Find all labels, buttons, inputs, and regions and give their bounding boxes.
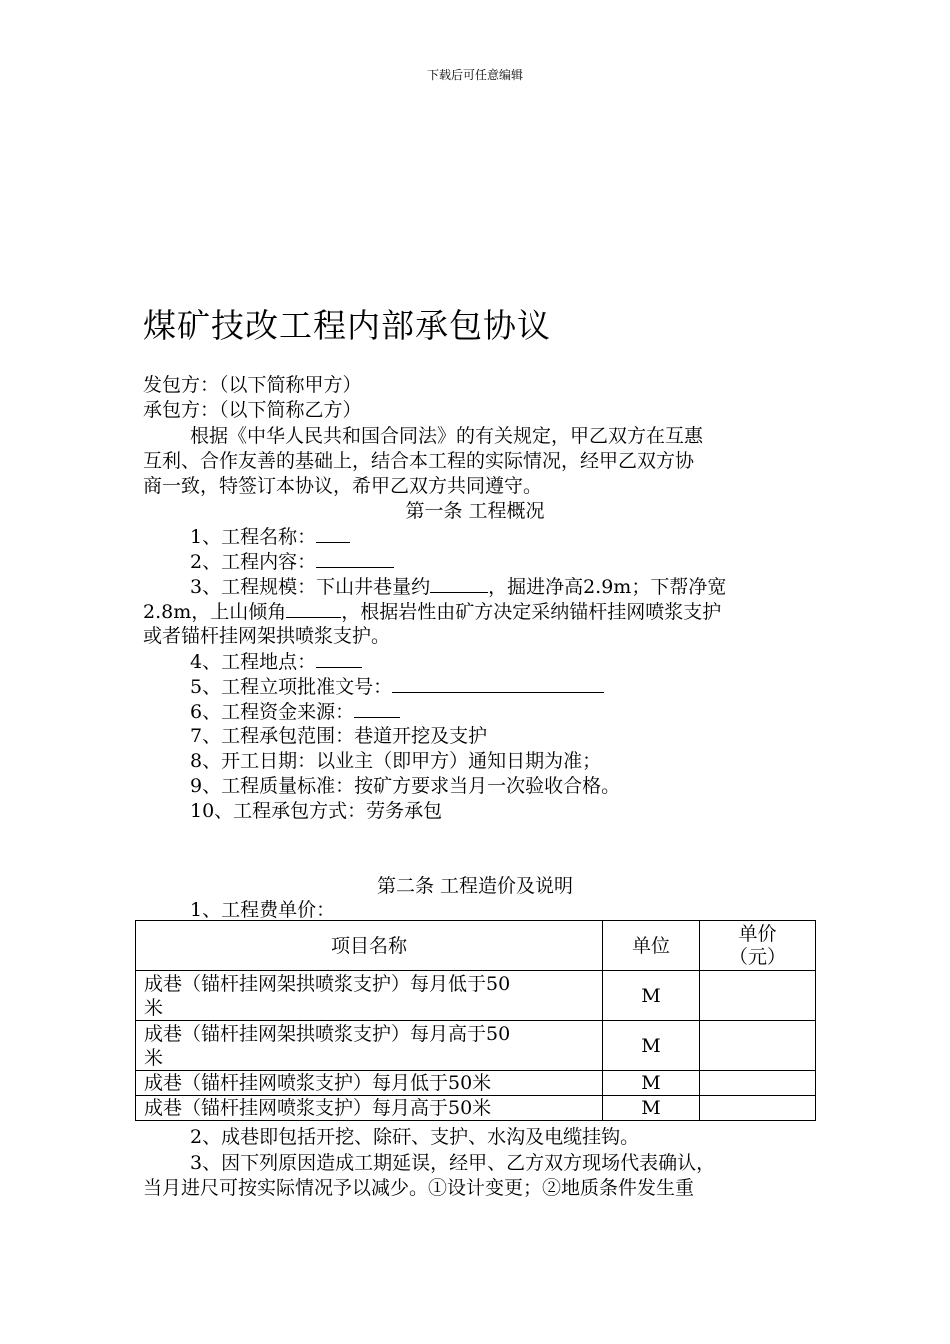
s1-item-4-label: 4、工程地点： <box>190 651 317 673</box>
s1-item-10: 10、工程承包方式：劳务承包 <box>190 800 443 822</box>
s1-item-8: 8、开工日期：以业主（即甲方）通知日期为准； <box>190 750 602 772</box>
s2-item-3-line-1: 3、因下列原因造成工期延误，经甲、乙方双方现场代表确认， <box>190 1152 716 1174</box>
s1-item-3-line-3: 或者锚杆挂网架拱喷浆支护。 <box>143 625 391 647</box>
blank-field <box>354 699 400 718</box>
s1-item-3-line-1 <box>190 574 726 599</box>
s1-item-2 <box>190 549 394 574</box>
blank-field <box>316 524 350 543</box>
s1-item-5-label: 5、工程立项批准文号： <box>190 676 393 698</box>
s1-item-6 <box>190 699 400 724</box>
s1-item-5 <box>190 674 604 699</box>
party-b: 承包方：（以下简称乙方） <box>143 399 362 421</box>
s1-item-4 <box>190 649 362 674</box>
blank-field <box>430 574 488 593</box>
s1-item-3d: ，根据岩性由矿方决定采纳锚杆挂网喷浆支护 <box>341 601 722 623</box>
s1-item-3-line-2 <box>143 599 721 624</box>
blank-field <box>316 649 362 668</box>
table-header-row <box>136 921 816 971</box>
row-name: 成巷（锚杆挂网喷浆支护）每月低于50米 <box>136 1071 603 1096</box>
s2-item-1: 1、工程费单价： <box>190 899 336 921</box>
table-row <box>136 1096 816 1121</box>
blank-field <box>286 599 341 618</box>
blank-field <box>392 674 604 693</box>
row-price <box>700 971 816 1021</box>
header-price: 单价（元） <box>700 921 816 971</box>
table-row <box>136 971 816 1021</box>
intro-line-3: 商一致，特签订本协议，希甲乙双方共同遵守。 <box>143 475 543 497</box>
row-name: 成巷（锚杆挂网喷浆支护）每月高于50米 <box>136 1096 603 1121</box>
row-unit: M <box>603 1096 700 1121</box>
table-row <box>136 1021 816 1071</box>
s1-item-6-label: 6、工程资金来源： <box>190 701 355 723</box>
s1-item-7: 7、工程承包范围：巷道开挖及支护 <box>190 725 488 747</box>
s1-item-3a: 3、工程规模：下山井巷量约 <box>190 576 431 598</box>
table-row <box>136 1071 816 1096</box>
row-unit: M <box>603 1021 700 1071</box>
party-a: 发包方：（以下简称甲方） <box>143 374 362 396</box>
section2-heading: 第二条 工程造价及说明 <box>376 875 574 897</box>
s1-item-3b: ，掘进净高2.9m；下帮净宽 <box>488 576 727 598</box>
s1-item-2-label: 2、工程内容： <box>190 551 317 573</box>
intro-line-1: 根据《中华人民共和国合同法》的有关规定，甲乙双方在互惠 <box>190 425 704 447</box>
row-name: 成巷（锚杆挂网架拱喷浆支护）每月高于50 米 <box>136 1021 603 1071</box>
header-item-name: 项目名称 <box>136 921 603 971</box>
row-name: 成巷（锚杆挂网架拱喷浆支护）每月低于50 米 <box>136 971 603 1021</box>
document-title: 煤矿技改工程内部承包协议 <box>143 306 551 345</box>
row-price <box>700 1071 816 1096</box>
section1-heading: 第一条 工程概况 <box>405 500 545 522</box>
price-table <box>135 920 816 1121</box>
header-unit: 单位 <box>603 921 700 971</box>
row-unit: M <box>603 971 700 1021</box>
row-price <box>700 1021 816 1071</box>
s2-item-3-line-2: 当月进尺可按实际情况予以减少。①设计变更；②地质条件发生重 <box>143 1177 695 1199</box>
header-note: 下载后可任意编辑 <box>426 68 523 82</box>
s1-item-1 <box>190 524 350 549</box>
s2-item-2: 2、成巷即包括开挖、除矸、支护、水沟及电缆挂钩。 <box>190 1126 640 1148</box>
row-unit: M <box>603 1071 700 1096</box>
blank-field <box>316 549 394 568</box>
row-price <box>700 1096 816 1121</box>
s1-item-9: 9、工程质量标准：按矿方要求当月一次验收合格。 <box>190 775 621 797</box>
s1-item-3c: 2.8m，上山倾角 <box>143 601 287 623</box>
s1-item-1-label: 1、工程名称： <box>190 526 317 548</box>
intro-line-2: 互利、合作友善的基础上，结合本工程的实际情况，经甲乙双方协 <box>143 450 695 472</box>
